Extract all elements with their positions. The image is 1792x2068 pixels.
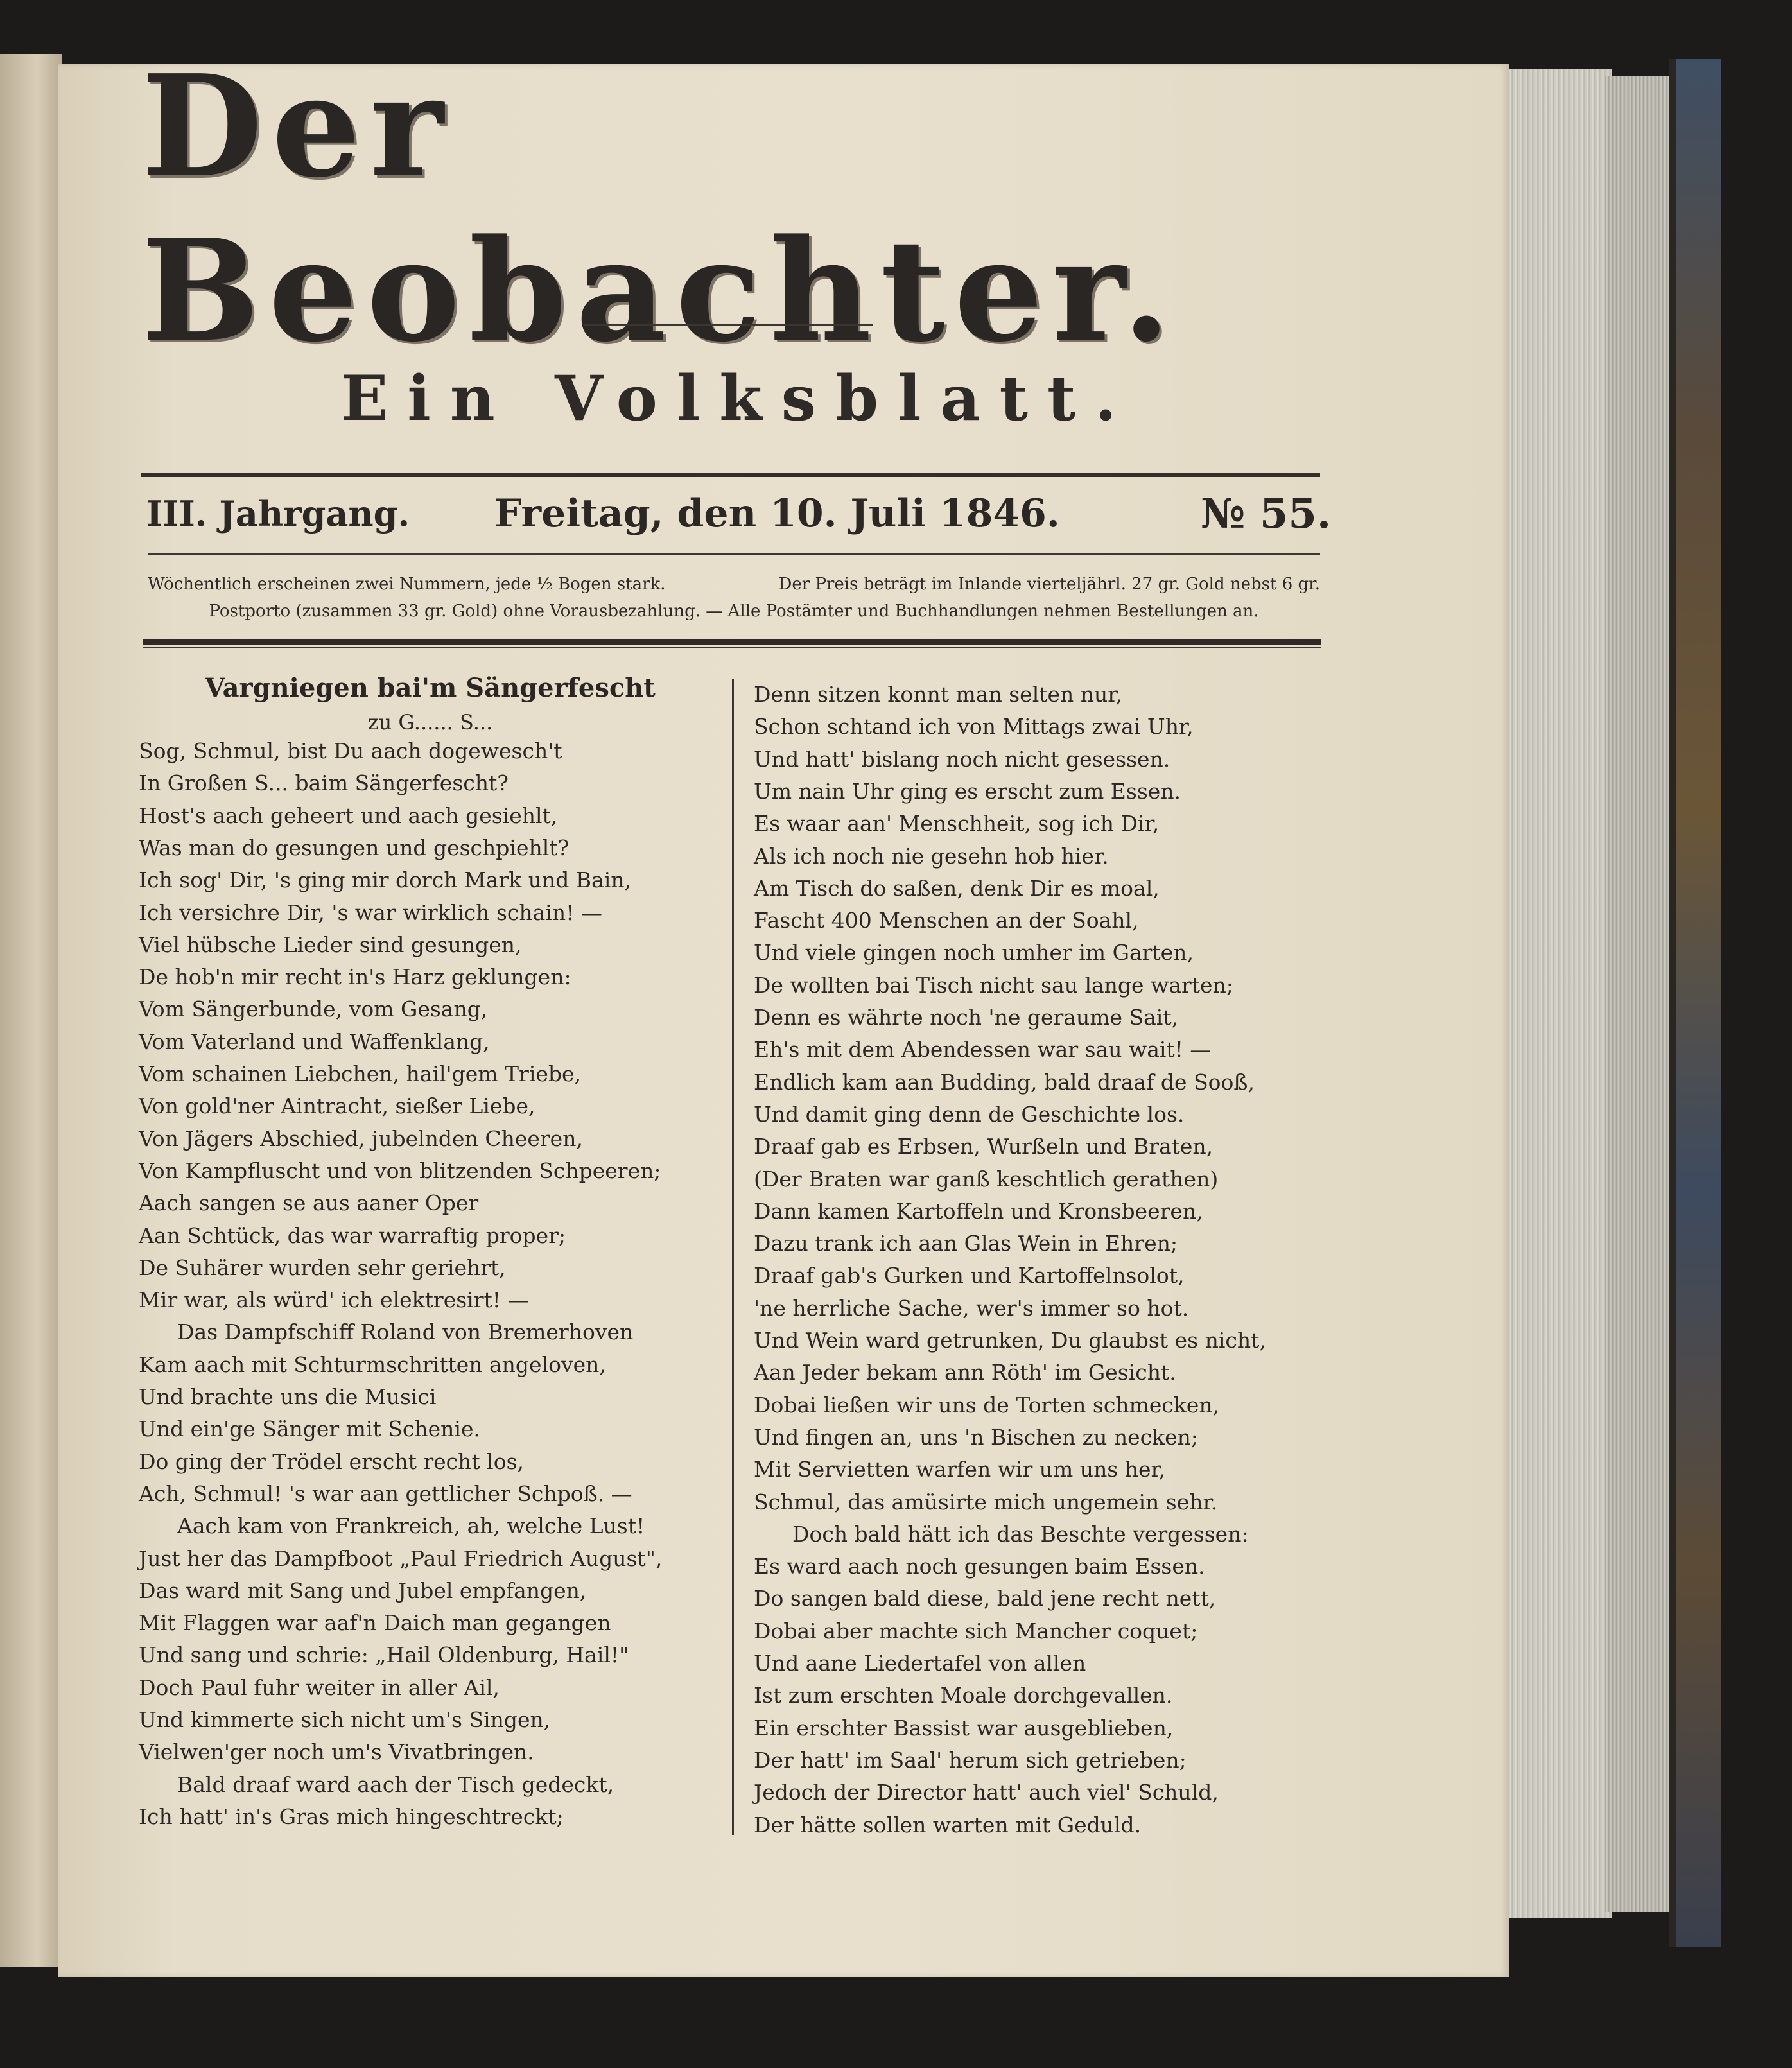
poem-line: Und viele gingen noch umher im Garten,: [754, 940, 1194, 966]
poem-line: Schon schtand ich von Mittags zwai Uhr,: [754, 714, 1194, 740]
poem-line: Und damit ging denn de Geschichte los.: [754, 1101, 1185, 1127]
poem-line: Der hätte sollen warten mit Geduld.: [754, 1812, 1142, 1838]
poem-line: Eh's mit dem Abendessen war sau wait! —: [754, 1037, 1212, 1063]
poem-line: Vielwen'ger noch um's Vivatbringen.: [139, 1739, 534, 1765]
poem-line: Just her das Dampfboot „Paul Friedrich August",: [139, 1545, 663, 1571]
poem-line: Am Tisch do saßen, denk Dir es moal,: [754, 875, 1160, 901]
masthead-subtitle: Ein Volksblatt.: [341, 361, 1136, 435]
poem-line: Ist zum erschten Moale dorchgevallen.: [754, 1683, 1173, 1708]
poem-line: Und brachte uns die Musici: [139, 1384, 437, 1409]
poem-line: Und kimmerte sich nicht um's Singen,: [139, 1707, 551, 1732]
poem-line: (Der Braten war ganß keschtlich gerathen): [754, 1166, 1219, 1192]
poem-line: Als ich noch nie gesehn hob hier.: [754, 843, 1109, 869]
poem-line: Fascht 400 Menschen an der Soahl,: [754, 908, 1139, 934]
marbled-cover: [1676, 59, 1721, 1947]
subscription-line-2-text: Postporto (zusammen 33 gr. Gold) ohne Vorausbezahlung. — Alle Postämter und Buchhandlungen nehmen Bestellungen an.: [209, 602, 1259, 621]
volume: III. Jahrgang.: [146, 493, 410, 534]
poem-line: Von Jägers Abschied, jubelnden Cheeren,: [139, 1125, 583, 1151]
poem-subtitle: zu G...... S...: [367, 710, 493, 734]
rule-bottom-thin: [143, 647, 1321, 648]
poem-line: 'ne herrliche Sache, wer's immer so hot.: [754, 1295, 1189, 1321]
poem-line: Es waar aan' Menschheit, sog ich Dir,: [754, 811, 1160, 837]
poem-line: Und aane Liedertafel von allen: [754, 1651, 1086, 1676]
rule-bottom: [143, 639, 1321, 645]
issue-number: № 55.: [1201, 489, 1332, 538]
poem-line: Viel hübsche Lieder sind gesungen,: [139, 932, 522, 957]
poem-line: Host's aach geheert und aach gesiehlt,: [139, 803, 558, 828]
poem-line: Draaf gab's Gurken und Kartoffelnsolot,: [754, 1263, 1185, 1289]
subscription-right: Der Preis beträgt im Inlande vierteljährl. 27 gr. Gold nebst 6 gr.: [778, 575, 1320, 594]
poem-line: Doch bald hätt ich das Beschte vergessen:: [792, 1521, 1249, 1547]
poem-line: Von gold'ner Aintracht, sießer Liebe,: [139, 1093, 535, 1119]
poem-title: Vargniegen bai'm Sängerfescht: [205, 673, 656, 703]
poem-line: Denn sitzen konnt man selten nur,: [754, 682, 1122, 707]
poem-line: Und Wein ward getrunken, Du glaubst es nicht,: [754, 1328, 1266, 1353]
column-divider: [732, 679, 734, 1835]
poem-line: Dazu trank ich aan Glas Wein in Ehren;: [754, 1231, 1178, 1256]
poem-line: Sog, Schmul, bist Du aach dogewesch't: [139, 738, 562, 763]
poem-line: Ich hatt' in's Gras mich hingeschtreckt;: [139, 1803, 564, 1829]
poem-line: Vom schainen Liebchen, hail'gem Triebe,: [139, 1061, 582, 1086]
title-rule: [584, 324, 873, 326]
poem-line: Es ward aach noch gesungen baim Essen.: [754, 1554, 1205, 1579]
poem-line: Vom Sängerbunde, vom Gesang,: [139, 996, 488, 1022]
poem-line: Um nain Uhr ging es erscht zum Essen.: [754, 778, 1181, 804]
poem-line: Ein erschter Bassist war ausgeblieben,: [754, 1715, 1174, 1741]
poem-line: Der hatt' im Saal' herum sich getrieben;: [754, 1747, 1187, 1773]
poem-line: Schmul, das amüsirte mich ungemein sehr.: [754, 1489, 1218, 1515]
poem-line: Jedoch der Director hatt' auch viel' Schuld,: [754, 1780, 1219, 1805]
rule-top: [141, 473, 1320, 477]
poem-line: De wollten bai Tisch nicht sau lange warten;: [754, 972, 1233, 998]
masthead-title: [141, 128, 1335, 289]
poem-line: Und ein'ge Sänger mit Schenie.: [139, 1416, 480, 1442]
poem-line: Dobai ließen wir uns de Torten schmecken,: [754, 1392, 1220, 1418]
poem-line: Das Dampfschiff Roland von Bremerhoven: [177, 1319, 634, 1345]
poem-line: Aach sangen se aus aaner Oper: [139, 1190, 479, 1216]
subscription-left: Wöchentlich erscheinen zwei Nummern, jede ½ Bogen stark.: [148, 575, 666, 594]
poem-line: Draaf gab es Erbsen, Wurßeln und Braten,: [754, 1134, 1214, 1160]
poem-line: De Suhärer wurden sehr geriehrt,: [139, 1255, 506, 1280]
poem-line: Ich versichre Dir, 's war wirklich schain! —: [139, 899, 602, 925]
poem-line: Denn es währte noch 'ne geraume Sait,: [754, 1005, 1179, 1030]
poem-line: Mir war, als würd' ich elektresirt! —: [139, 1287, 529, 1313]
subscription-line-2: [148, 598, 1320, 624]
cover-edge: [1669, 59, 1676, 1947]
issue-date: Freitag, den 10. Juli 1846.: [494, 491, 1060, 536]
poem-line: Do sangen bald diese, bald jene recht nett,: [754, 1586, 1216, 1612]
poem-line: Do ging der Trödel erscht recht los,: [139, 1448, 524, 1474]
rule-mid: [148, 553, 1320, 555]
poem-line: Und hatt' bislang noch nicht gesessen.: [754, 746, 1170, 772]
poem-line: Mit Flaggen war aaf'n Daich man gegangen: [139, 1610, 611, 1636]
poem-line: Doch Paul fuhr weiter in aller Ail,: [139, 1674, 500, 1700]
poem-line: Endlich kam aan Budding, bald draaf de Sooß,: [754, 1069, 1255, 1095]
poem-line: Aach kam von Frankreich, ah, welche Lust!: [177, 1513, 645, 1539]
poem-line: Ich sog' Dir, 's ging mir dorch Mark und Bain,: [139, 867, 632, 893]
poem-line: In Großen S... baim Sängerfescht?: [139, 770, 509, 796]
poem-line: De hob'n mir recht in's Harz geklungen:: [139, 964, 571, 990]
poem-line: Dann kamen Kartoffeln und Kronsbeeren,: [754, 1198, 1203, 1224]
poem-line: Aan Schtück, das war warraftig proper;: [139, 1222, 566, 1248]
poem-line: Aan Jeder bekam ann Röth' im Gesicht.: [754, 1360, 1176, 1386]
poem-line: Kam aach mit Schturmschritten angeloven,: [139, 1351, 606, 1377]
subscription-line-1: [148, 571, 1320, 597]
poem-line: Von Kampfluscht und von blitzenden Schpeeren;: [139, 1158, 661, 1183]
poem-line: Mit Servietten warfen wir um uns her,: [754, 1457, 1166, 1482]
poem-line: Und fingen an, uns 'n Bischen zu necken;: [754, 1424, 1199, 1450]
poem-line: Was man do gesungen und geschpiehlt?: [139, 835, 570, 860]
left-page-edge: [0, 54, 62, 1967]
poem-line: Vom Vaterland und Waffenklang,: [139, 1029, 490, 1054]
poem-line: Dobai aber machte sich Mancher coquet;: [754, 1618, 1198, 1644]
poem-line: Bald draaf ward aach der Tisch gedeckt,: [177, 1771, 614, 1797]
poem-line: Das ward mit Sang und Jubel empfangen,: [139, 1577, 587, 1603]
page-edges: [1509, 69, 1612, 1918]
poem-line: Und sang und schrie: „Hail Oldenburg, Hail!": [139, 1642, 629, 1668]
poem-line: Ach, Schmul! 's war aan gettlicher Schpoß. —: [139, 1481, 632, 1506]
